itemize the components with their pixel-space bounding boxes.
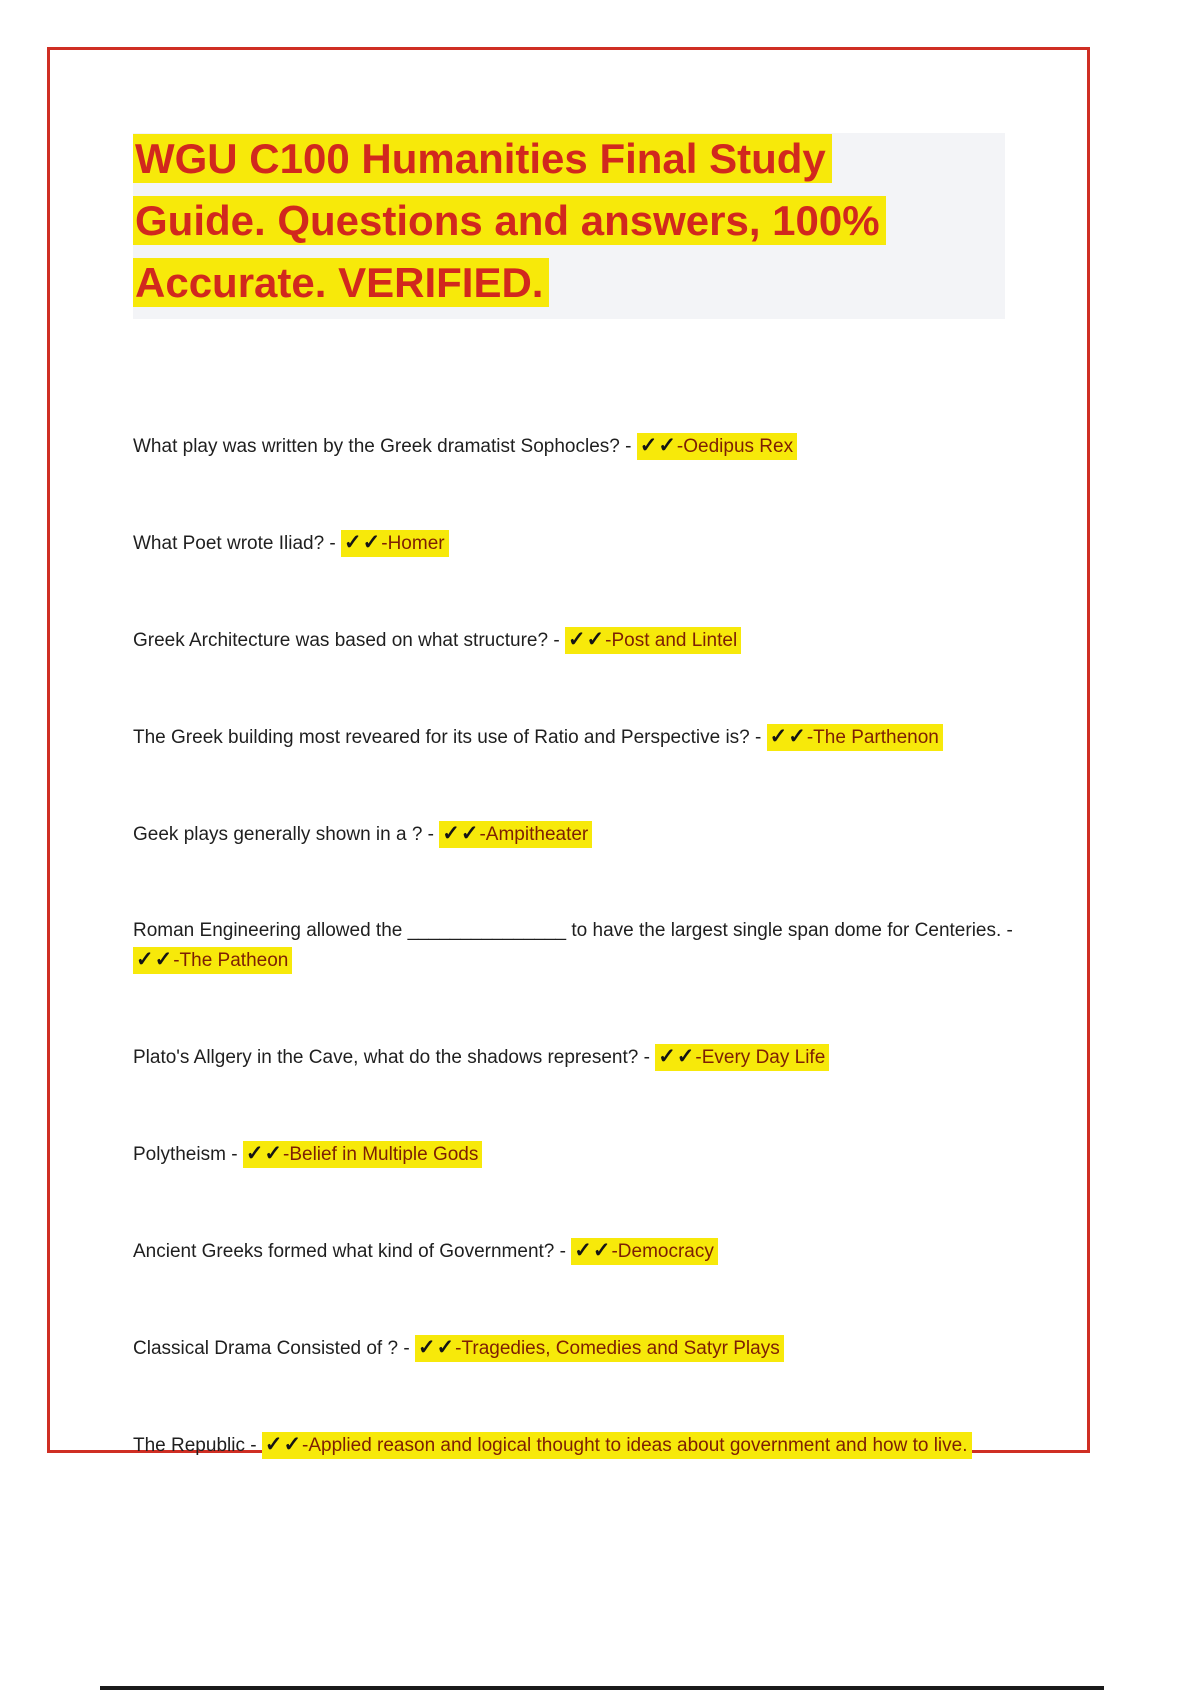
- answer-text: -Applied reason and logical thought to ideas about government and how to live.: [302, 1435, 968, 1456]
- double-checkmark-icon: ✓✓: [417, 1336, 456, 1359]
- answer-highlight: [767, 724, 943, 751]
- question-text: The Republic -: [133, 1435, 262, 1456]
- answer-highlight: [655, 1044, 829, 1071]
- question-text: Greek Architecture was based on what structure? -: [133, 630, 565, 651]
- answer-text: -The Patheon: [173, 950, 289, 971]
- question-text: Plato's Allgery in the Cave, what do the shadows represent? -: [133, 1047, 656, 1068]
- question-text: Classical Drama Consisted of ? -: [133, 1338, 415, 1359]
- question-text: Polytheism -: [133, 1144, 243, 1165]
- page-title: Accurate. VERIFIED.: [133, 258, 549, 307]
- page-content: [133, 133, 1085, 1527]
- answer-highlight: [415, 1335, 784, 1362]
- title-line: [133, 195, 1005, 257]
- answer-highlight: [133, 947, 292, 974]
- answer-highlight: [565, 627, 741, 654]
- qa-item: [133, 1139, 1085, 1169]
- page-break-line: [100, 1686, 1104, 1690]
- qa-item: [133, 528, 1085, 558]
- qa-item: [133, 431, 1085, 461]
- answer-text: -Democracy: [611, 1241, 714, 1262]
- answer-highlight: [243, 1141, 483, 1168]
- answer-text: -Tragedies, Comedies and Satyr Plays: [455, 1338, 780, 1359]
- double-checkmark-icon: ✓✓: [639, 434, 677, 457]
- double-checkmark-icon: ✓✓: [567, 628, 606, 651]
- answer-text: -Homer: [381, 533, 445, 554]
- double-checkmark-icon: ✓✓: [658, 1045, 696, 1068]
- qa-item: [133, 1042, 1085, 1072]
- answer-text: -Oedipus Rex: [676, 436, 794, 457]
- question-text: What Poet wrote Iliad? -: [133, 533, 342, 554]
- answer-highlight: [341, 530, 449, 557]
- answer-highlight: [637, 433, 797, 460]
- qa-item: [133, 1333, 1085, 1363]
- qa-item: [133, 916, 1085, 975]
- qa-item: [133, 625, 1085, 655]
- answer-highlight: [439, 821, 592, 848]
- double-checkmark-icon: ✓✓: [245, 1142, 284, 1165]
- page-title: Guide. Questions and answers, 100%: [133, 196, 886, 245]
- qa-item: [133, 1430, 1085, 1460]
- question-text: Geek plays generally shown in a ? -: [133, 824, 440, 845]
- title-block: [133, 133, 1005, 319]
- answer-highlight: [571, 1238, 718, 1265]
- title-line: [133, 133, 1005, 195]
- answer-text: -Post and Lintel: [605, 630, 738, 651]
- question-text: The Greek building most reveared for its use of Ratio and Perspective is? -: [133, 727, 767, 748]
- double-checkmark-icon: ✓✓: [574, 1239, 612, 1262]
- question-text: Ancient Greeks formed what kind of Government? -: [133, 1241, 572, 1262]
- title-line: [133, 257, 1005, 319]
- double-checkmark-icon: ✓✓: [769, 725, 807, 748]
- answer-text: -Ampitheater: [479, 824, 589, 845]
- answer-highlight: [262, 1432, 972, 1459]
- double-checkmark-icon: ✓✓: [264, 1433, 303, 1456]
- double-checkmark-icon: ✓✓: [442, 822, 480, 845]
- qa-list: [133, 431, 1085, 1460]
- double-checkmark-icon: ✓✓: [344, 531, 382, 554]
- double-checkmark-icon: ✓✓: [136, 948, 174, 971]
- answer-text: -Belief in Multiple Gods: [283, 1144, 479, 1165]
- answer-text: -The Parthenon: [806, 727, 939, 748]
- qa-item: [133, 722, 1085, 752]
- answer-text: -Every Day Life: [695, 1047, 826, 1068]
- qa-item: [133, 819, 1085, 849]
- question-text: What play was written by the Greek dramatist Sophocles? -: [133, 436, 637, 457]
- qa-item: [133, 1236, 1085, 1266]
- page-title: WGU C100 Humanities Final Study: [133, 134, 832, 183]
- question-text: Roman Engineering allowed the _______________ to have the largest single span dome for Centeries. -: [133, 920, 1013, 941]
